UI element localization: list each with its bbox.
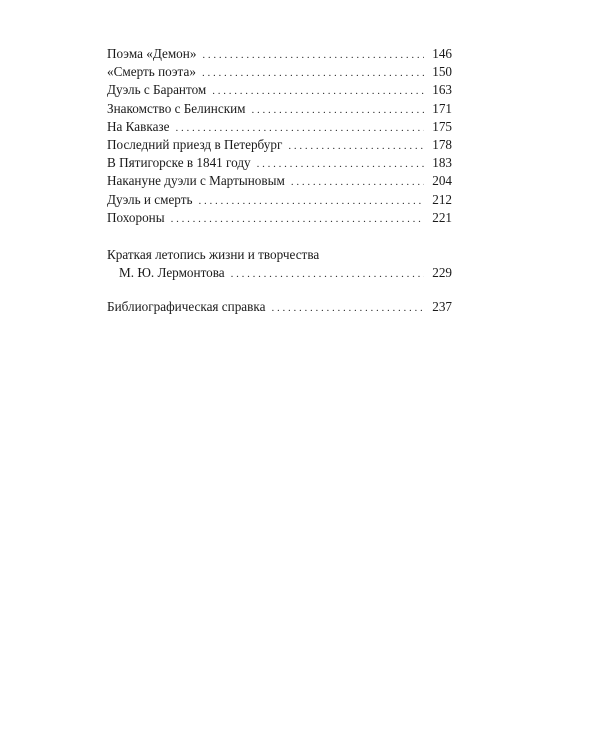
toc-entry-title: На Кавказе [107,118,170,134]
dot-leader [199,192,424,210]
toc-entry-title: Поэма «Демон» [107,46,197,61]
toc-entry-page: 221 [432,209,452,225]
toc-entry-title: Дуэль с Барантом [107,82,207,98]
toc-entry-title: Краткая летопись жизни и творчества [107,246,320,262]
toc-entry-demon[interactable] [107,45,452,63]
toc-entry-title-continued: М. Ю. Лермонтова [119,265,225,281]
toc-entry-pyatigorsk[interactable] [107,154,452,172]
toc-entry-page: 178 [432,136,452,152]
toc-entry-pohorony[interactable] [107,209,452,227]
toc-entry-page: 183 [432,155,452,171]
toc-entry-page: 229 [432,265,452,281]
section-spacer [107,227,452,246]
toc-entry-title: В Пятигорске в 1841 году [107,155,251,171]
toc-entry-page: 237 [432,299,452,315]
dot-leader [291,173,424,191]
toc-entry-title: «Смерть поэта» [107,64,196,80]
dot-leader [202,64,424,82]
toc-entry-title: Дуэль и смерть [107,191,193,207]
dot-leader [271,299,424,317]
dot-leader [288,137,424,155]
toc-entry-page: 175 [432,118,452,134]
toc-entry-bibliography[interactable] [107,298,452,316]
section-spacer [107,282,452,298]
toc-entry-duel-smert[interactable] [107,191,452,209]
toc-entry-page: 146 [432,46,452,61]
toc-entry-duel-barant[interactable] [107,81,452,99]
toc-entry-page: 150 [432,64,452,80]
toc-entry-title: Библиографическая справка [107,299,266,315]
toc-entry-title: Знакомство с Белинским [107,100,246,116]
table-of-contents [107,45,452,316]
toc-entry-martynov[interactable] [107,172,452,190]
dot-leader [176,119,425,137]
toc-entry-peterburg[interactable] [107,136,452,154]
toc-entry-page: 163 [432,82,452,98]
dot-leader [252,101,424,119]
toc-entry-chronicle[interactable] [107,246,452,282]
toc-entry-kavkaz[interactable] [107,118,452,136]
toc-entry-belinsky[interactable] [107,100,452,118]
toc-entry-smert-poeta[interactable] [107,63,452,81]
dot-leader [202,46,424,64]
dot-leader [212,82,424,100]
toc-entry-title: Похороны [107,209,165,225]
toc-entry-chronicle-line2 [107,264,452,282]
dot-leader [171,210,424,228]
toc-entry-title: Накануне дуэли с Мартыновым [107,173,285,189]
toc-entry-page: 171 [432,100,452,116]
dot-leader [231,265,424,283]
toc-entry-page: 204 [432,173,452,189]
dot-leader [257,155,424,173]
toc-entry-page: 212 [432,191,452,207]
toc-entry-title: Последний приезд в Петербург [107,136,283,152]
